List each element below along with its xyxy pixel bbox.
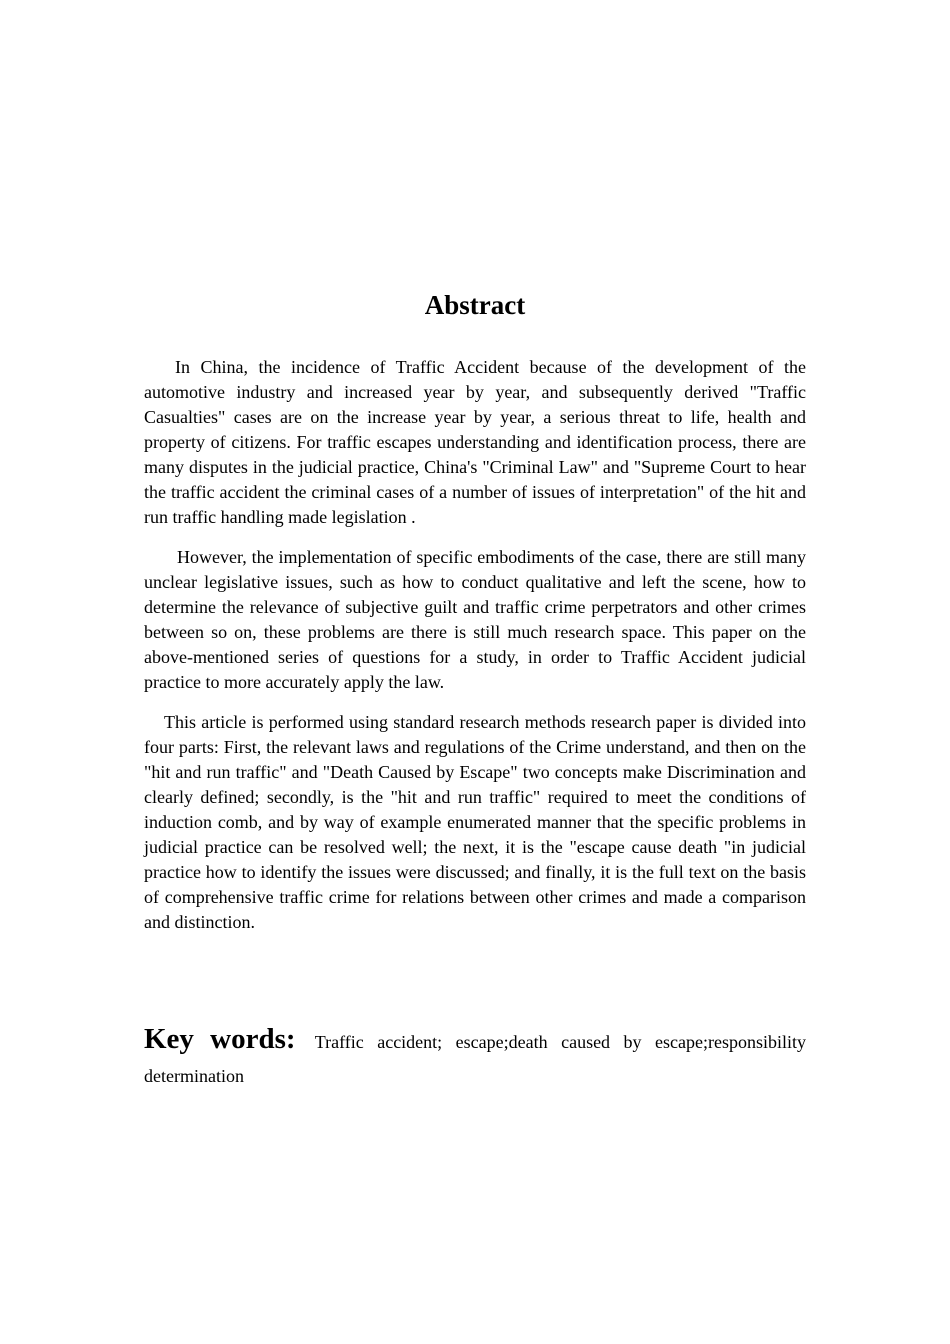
abstract-paragraph-2: However, the implementation of specific embodiments of the case, there are still many unclear legislative issues, such as how to conduct qualitative and left the scene, how to determine the relevance of subjective guilt and traffic crime perpetrators and other crimes between so on, these problems are there is still much research space. This paper on the above-mentioned series of questions for a study, in order to Traffic Accident judicial practice to more accurately apply the law.: [144, 547, 806, 692]
abstract-paragraph-3: This article is performed using standard research methods research paper is divided into four parts: First, the relevant laws and regulations of the Crime understand, and then on the "hit and run traffic" and "Death Caused by Escape" two concepts make Discrimination and clearly defined; secondly, is the "hit and run traffic" required to meet the conditions of induction comb, and by way of example enumerated manner that the specific problems in judicial practice can be resolved well; the next, it is the "escape cause death "in judicial practice how to identify the issues were discussed; and finally, it is the full text on the basis of comprehensive traffic crime for relations between other crimes and made a comparison and distinction.: [144, 712, 806, 932]
keywords-section: [144, 1022, 806, 1093]
keywords-text: Traffic accident; escape;death caused by escape;responsibility determination: [144, 1032, 806, 1086]
abstract-title: Abstract: [424, 290, 526, 320]
abstract-body: [144, 355, 806, 950]
keywords-label: Key words:: [144, 1023, 296, 1055]
abstract-paragraph-1: In China, the incidence of Traffic Accident because of the development of the automotive industry and increased year by year, and subsequently derived "Traffic Casualties" cases are on the increase year by year, a serious threat to life, health and property of citizens. For traffic escapes understanding and identification process, there are many disputes in the judicial practice, China's "Criminal Law" and "Supreme Court to hear the traffic accident the criminal cases of a number of issues of interpretation" of the hit and run traffic handling made legislation .: [144, 357, 806, 527]
